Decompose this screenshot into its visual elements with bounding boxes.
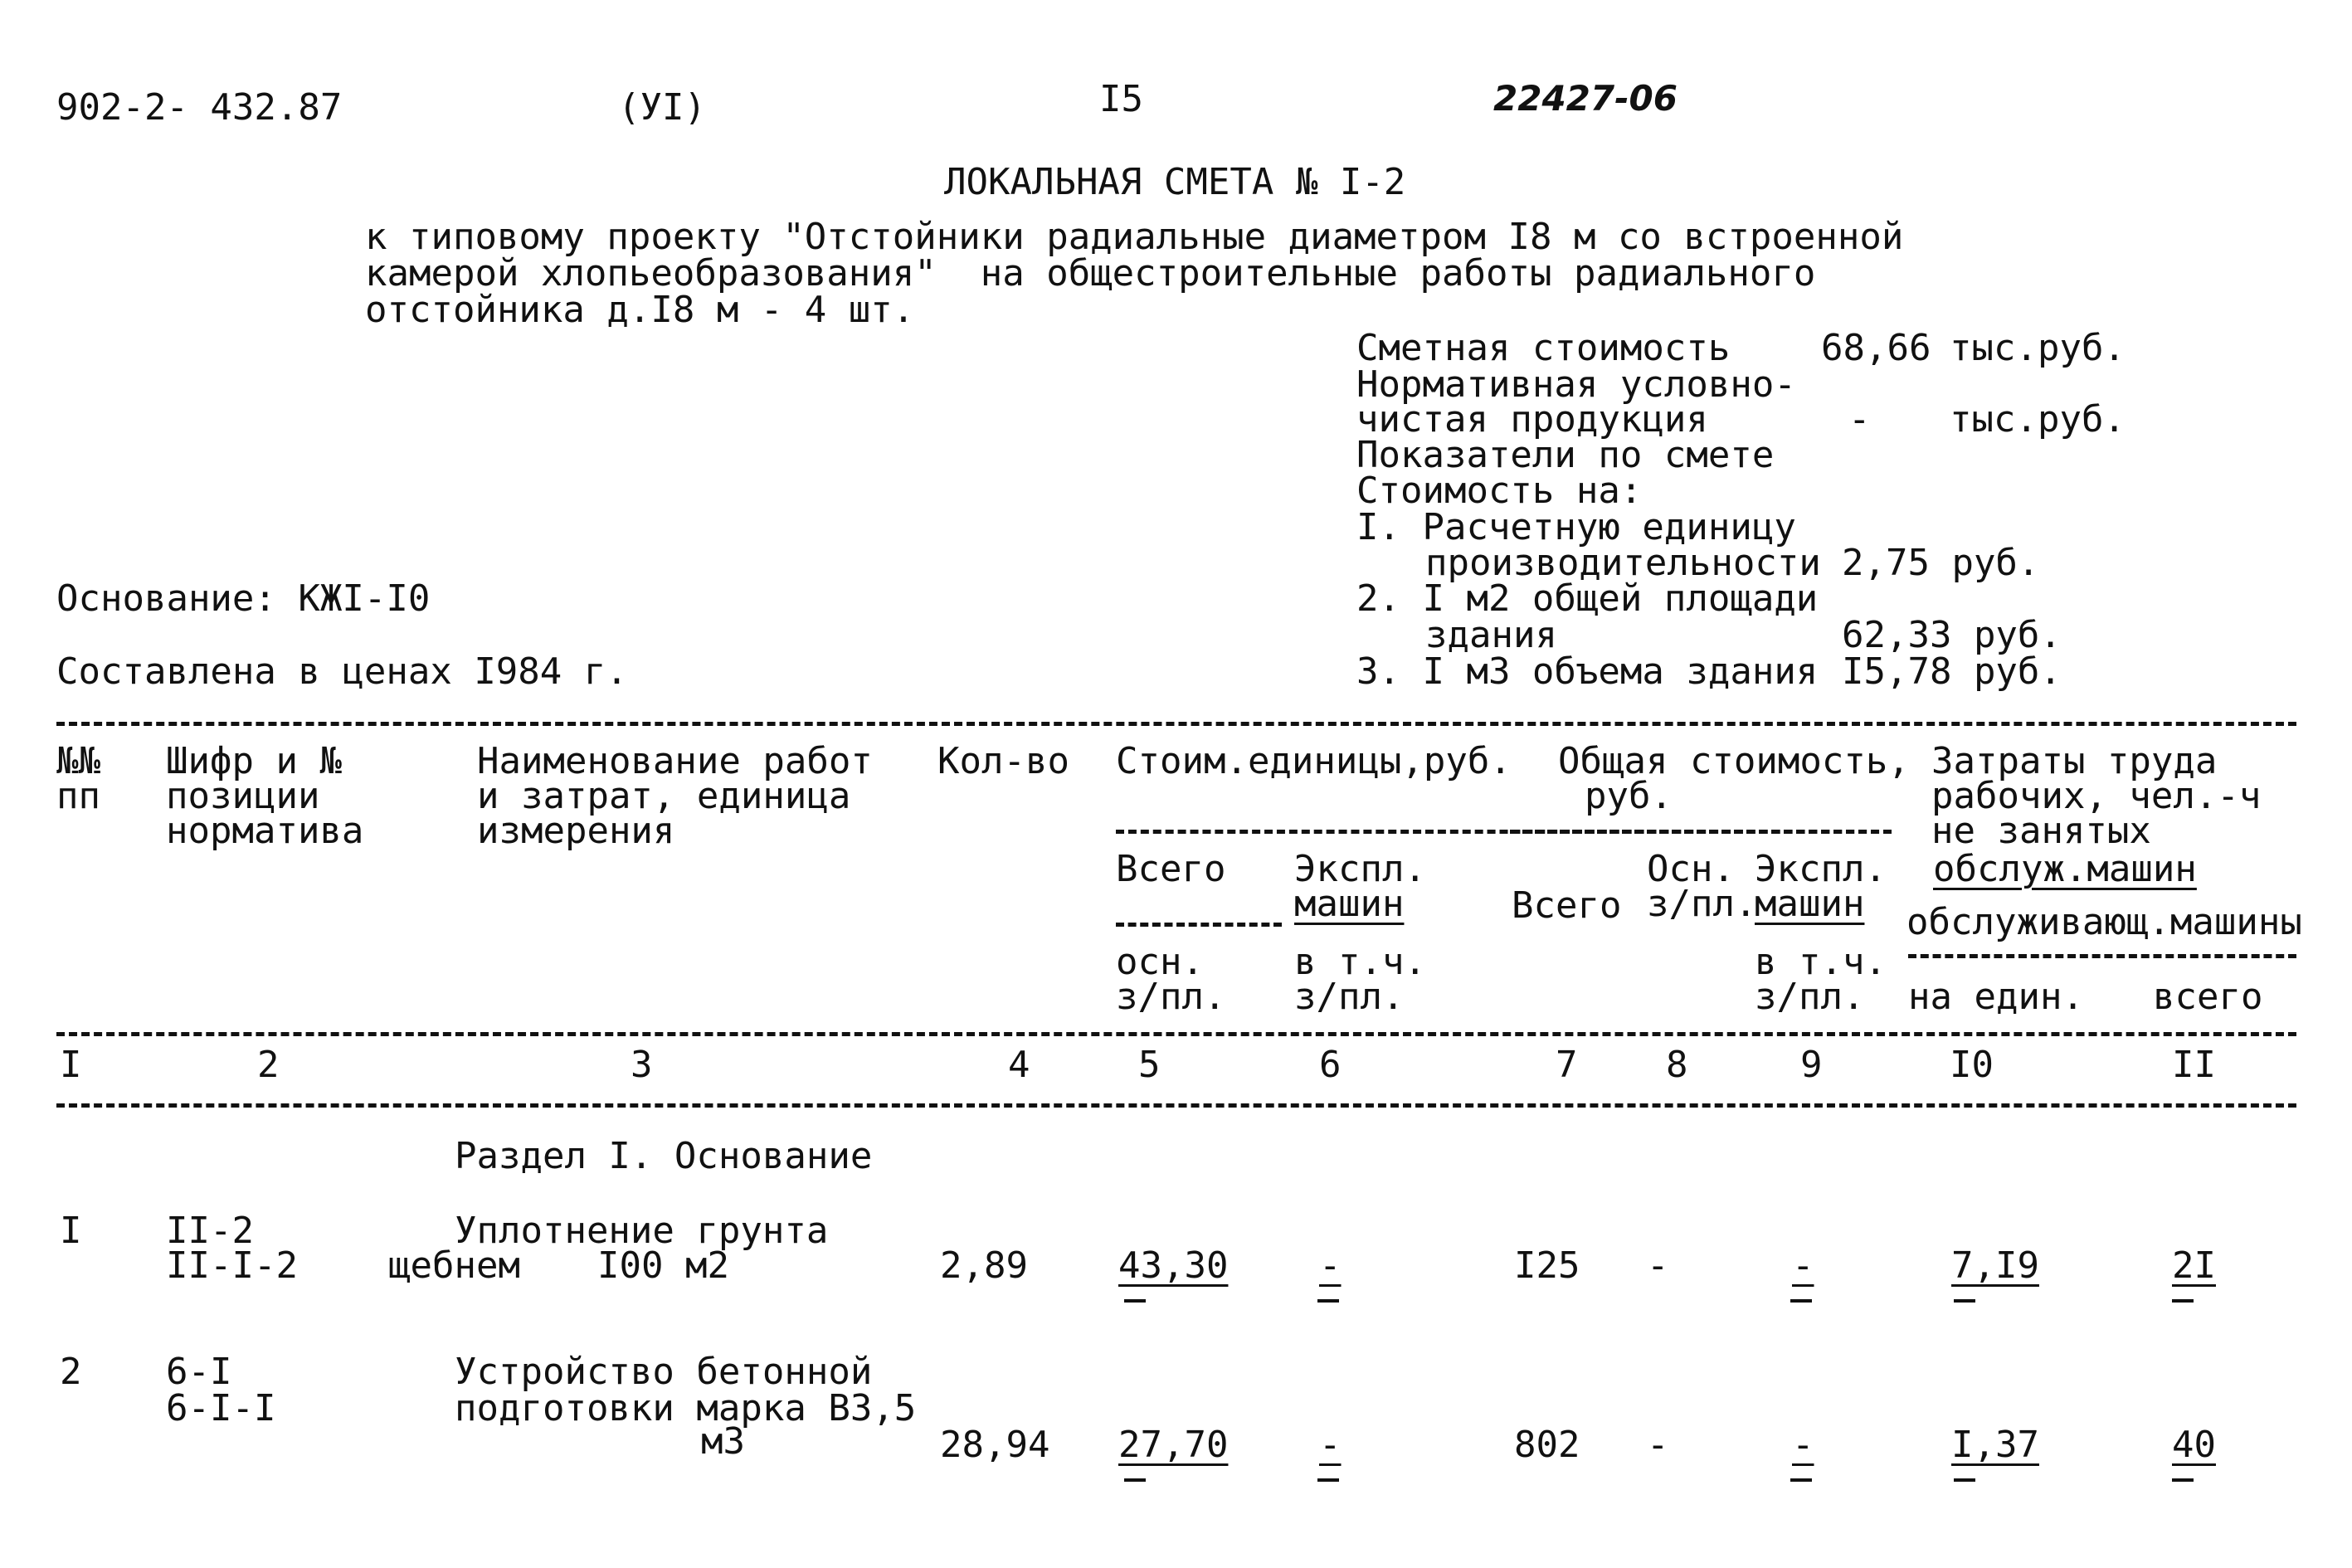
section-title: Раздел I. Основание (455, 1135, 873, 1177)
estimated-cost-unit: тыс.руб. (1950, 327, 2126, 369)
row-total-machine: - (1792, 1424, 1814, 1466)
col-7-header: Всего (1512, 884, 1622, 927)
unit-cost-group-header: Стоим.единицы,руб. (1116, 740, 1512, 782)
labor-group-header-3: не занятых (1931, 810, 2151, 852)
indicator-2-value: 62,33 руб. (1842, 614, 2062, 656)
subtitle-line-1: к типовому проекту "Отстойники радиальные диаметром I8 м со встроенной (365, 216, 1904, 258)
row-labor-unit: 7,I9 (1951, 1244, 2039, 1287)
volume-label: (УI) (618, 86, 706, 129)
row-total-base: - (1647, 1424, 1669, 1466)
row-total: I25 (1514, 1244, 1580, 1287)
column-number-3: 3 (631, 1044, 653, 1086)
normative-label-2: чистая продукция (1356, 398, 1708, 441)
labor-group-header-2: рабочих, чел.-ч (1931, 775, 2262, 817)
col-9-header-bottom-1: в т.ч. (1755, 941, 1887, 983)
page-number: I5 (1099, 78, 1143, 120)
row-unit-total: 43,30 (1118, 1244, 1229, 1287)
col-8-header-2: з/пл. (1647, 883, 1757, 925)
document-title: ЛОКАЛЬНАЯ СМЕТА № I-2 (944, 161, 1406, 203)
estimated-cost-value: 68,66 (1821, 327, 1931, 369)
row-quantity: 2,89 (940, 1244, 1028, 1287)
col-2-header-line-2: позиции (166, 775, 320, 817)
col-5-mid-rule (1116, 923, 1282, 927)
cost-for-label: Стоимость на: (1356, 470, 1643, 512)
col-6-header-top-1: Экспл. (1294, 848, 1426, 890)
col-2-header-line-1: Шифр и № (166, 740, 342, 782)
col-5-header-bottom-1: осн. (1116, 941, 1204, 983)
row-labor-unit-mark (1954, 1478, 1975, 1482)
col-9-header-bottom-2: з/пл. (1755, 976, 1865, 1018)
indicator-3-value: I5,78 руб. (1842, 650, 2062, 693)
col-6-header-bottom-1: в т.ч. (1294, 941, 1426, 983)
indicator-2-line-1: 2. I м2 общей площади (1356, 577, 1819, 620)
subtitle-line-3: отстойника д.I8 м - 4 шт. (365, 289, 915, 331)
col-5-header-bottom-2: з/пл. (1116, 976, 1226, 1018)
row-unit-machine: - (1319, 1244, 1342, 1287)
normative-unit: тыс.руб. (1950, 398, 2126, 441)
row-name-2-prefix: щебнем (388, 1244, 520, 1287)
row-name-1: Устройство бетонной (455, 1351, 873, 1393)
row-number: I (60, 1210, 82, 1252)
prices-label: Составлена в ценах I984 г. (56, 650, 628, 693)
row-unit-machine-mark (1317, 1478, 1339, 1482)
indicator-1-line-2: производительности (1425, 542, 1821, 584)
row-unit-machine: - (1319, 1424, 1342, 1466)
row-code-1: 6-I (166, 1351, 232, 1393)
row-labor-total-mark (2172, 1299, 2194, 1303)
row-number: 2 (60, 1351, 82, 1393)
row-name-1: Уплотнение грунта (455, 1210, 829, 1252)
col-9-header-top-2: машин (1755, 883, 1865, 925)
col-3-header-line-3: измерения (477, 810, 675, 852)
column-number-5: 5 (1138, 1044, 1161, 1086)
row-unit-total-mark (1124, 1478, 1146, 1482)
col-3-header-line-2: и затрат, единица (477, 775, 851, 817)
column-number-8: 8 (1666, 1044, 1688, 1086)
subtitle-line-2: камерой хлопьеобразования" на общестроительные работы радиального (365, 252, 1816, 295)
col-1-header-line-1: №№ (56, 740, 100, 782)
total-cost-group-header-2: руб. (1585, 775, 1673, 817)
col-10-header: на един. (1908, 976, 2084, 1018)
stamp-number: 22427-06 (1493, 78, 1678, 119)
row-name-3: м3 (701, 1420, 745, 1463)
row-code-2: 6-I-I (166, 1387, 276, 1429)
col-8-header-1: Осн. (1647, 848, 1735, 890)
col-1-header-line-2: пп (56, 775, 100, 817)
row-total-machine-mark (1790, 1478, 1812, 1482)
column-number-7: 7 (1556, 1044, 1578, 1086)
row-total-machine: - (1792, 1244, 1814, 1287)
col-9-header-top-1: Экспл. (1755, 848, 1887, 890)
column-number-4: 4 (1008, 1044, 1030, 1086)
row-labor-total: 2I (2172, 1244, 2216, 1287)
row-code-2: II-I-2 (166, 1244, 298, 1287)
indicator-3-line: 3. I м3 объема здания (1356, 650, 1819, 693)
col-4-header: Кол-во (937, 740, 1069, 782)
row-unit-total-mark (1124, 1299, 1146, 1303)
indicator-1-value: 2,75 руб. (1842, 542, 2040, 584)
column-number-9: 9 (1800, 1044, 1823, 1086)
col-6-header-bottom-2: з/пл. (1294, 976, 1405, 1018)
row-labor-unit-mark (1954, 1299, 1975, 1303)
row-labor-total: 40 (2172, 1424, 2216, 1466)
indicator-2-line-2: здания (1425, 614, 1557, 656)
column-number-10: I0 (1950, 1044, 1994, 1086)
col-5-header-top: Всего (1116, 848, 1226, 890)
table-top-rule (56, 722, 2296, 726)
labor-group-header-1: Затраты труда (1931, 740, 2218, 782)
basis-label: Основание: КЖI-I0 (56, 577, 431, 620)
column-numbers-bottom-rule (56, 1103, 2296, 1108)
column-number-2: 2 (257, 1044, 280, 1086)
normative-label-1: Нормативная условно- (1356, 363, 1796, 406)
row-code-1: II-2 (166, 1210, 254, 1252)
total-cost-group-rule (1510, 830, 1892, 834)
col-3-header-line-1: Наименование работ (477, 740, 873, 782)
row-name-2: подготовки марка В3,5 (455, 1387, 917, 1429)
normative-value: - (1848, 398, 1871, 441)
row-labor-total-mark (2172, 1478, 2194, 1482)
column-number-1: I (60, 1044, 82, 1086)
row-unit-total: 27,70 (1118, 1424, 1229, 1466)
labor-sub-header-2: обслуживающ.машины (1906, 901, 2302, 943)
row-name-2-unit: I00 м2 (597, 1244, 729, 1287)
column-number-6: 6 (1319, 1044, 1342, 1086)
row-total-base: - (1647, 1244, 1669, 1287)
row-labor-unit: I,37 (1951, 1424, 2039, 1466)
col-11-header: всего (2153, 976, 2263, 1018)
col-6-header-top-2: машин (1294, 883, 1405, 925)
row-unit-machine-mark (1317, 1299, 1339, 1303)
labor-sub-header-1: обслуж.машин (1933, 848, 2197, 890)
indicator-1-line-1: I. Расчетную единицу (1356, 506, 1796, 548)
labor-sub-rule (1908, 954, 2296, 958)
row-total-machine-mark (1790, 1299, 1812, 1303)
indicators-label: Показатели по смете (1356, 434, 1775, 476)
row-quantity: 28,94 (940, 1424, 1050, 1466)
document-code: 902-2- 432.87 (56, 86, 343, 129)
total-cost-group-header-1: Общая стоимость, (1558, 740, 1910, 782)
row-total: 802 (1514, 1424, 1580, 1466)
column-number-11: II (2172, 1044, 2216, 1086)
estimated-cost-label: Сметная стоимость (1356, 327, 1731, 369)
col-2-header-line-3: норматива (166, 810, 364, 852)
header-bottom-rule (56, 1032, 2296, 1036)
